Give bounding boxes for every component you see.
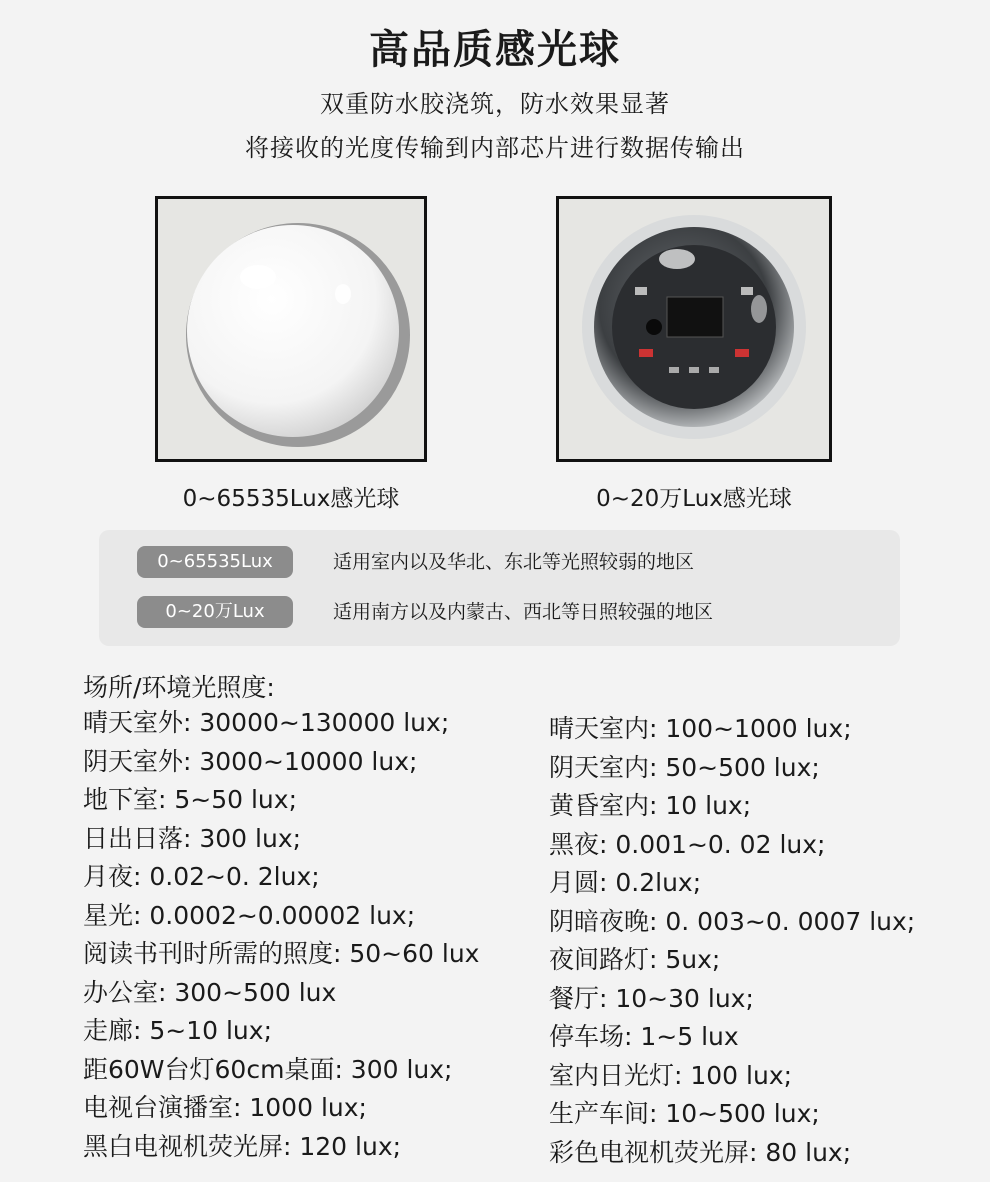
list-item: 阴天室内: 50~500 lux; bbox=[549, 752, 820, 782]
list-item: 阴天室外: 3000~10000 lux; bbox=[83, 746, 418, 776]
subtitle-waterproof: 双重防水胶浇筑，防水效果显著 bbox=[320, 90, 670, 118]
page-title: 高品质感光球 bbox=[369, 27, 621, 73]
list-item: 星光: 0.0002~0.00002 lux; bbox=[83, 900, 416, 930]
range-badge-20wan: 0~20万Lux bbox=[137, 596, 293, 628]
list-item: 黑白电视机荧光屏: 120 lux; bbox=[83, 1131, 402, 1161]
subtitle-transmission: 将接收的光度传输到内部芯片进行数据传输出 bbox=[245, 134, 745, 162]
list-item: 地下室: 5~50 lux; bbox=[83, 785, 297, 814]
list-item: 月夜: 0.02~0. 2lux; bbox=[83, 862, 320, 891]
list-item: 月圆: 0.2lux; bbox=[549, 868, 702, 897]
list-item: 晴天室外: 30000~130000 lux; bbox=[83, 708, 450, 737]
list-item: 彩色电视机荧光屏: 80 lux; bbox=[549, 1137, 852, 1167]
list-item: 走廊: 5~10 lux; bbox=[83, 1016, 272, 1045]
white-dome-icon bbox=[158, 199, 424, 459]
list-item: 室内日光灯: 100 lux; bbox=[549, 1060, 793, 1090]
illuminance-heading: 场所/环境光照度: bbox=[83, 673, 275, 702]
range-panel bbox=[99, 530, 900, 646]
list-item: 阴暗夜晚: 0. 003~0. 0007 lux; bbox=[549, 906, 916, 936]
range-desc-65535: 适用室内以及华北、东北等光照较弱的地区 bbox=[333, 551, 695, 573]
list-item: 夜间路灯: 5ux; bbox=[549, 945, 721, 974]
list-item: 办公室: 300~500 lux bbox=[83, 977, 337, 1007]
range-desc-20wan: 适用南方以及内蒙古、西北等日照较强的地区 bbox=[333, 601, 714, 623]
list-item: 黑夜: 0.001~0. 02 lux; bbox=[549, 829, 826, 859]
illuminance-list-right bbox=[549, 710, 915, 1172]
clear-sensor-photo bbox=[556, 196, 832, 462]
clear-dome-icon bbox=[559, 199, 829, 459]
list-item: 餐厅: 10~30 lux; bbox=[549, 983, 754, 1013]
caption-65535lux: 0~65535Lux感光球 bbox=[182, 486, 400, 512]
list-item: 黄昏室内: 10 lux; bbox=[549, 791, 752, 820]
range-badge-65535: 0~65535Lux bbox=[137, 546, 293, 578]
caption-20wanlux: 0~20万Lux感光球 bbox=[596, 486, 792, 512]
list-item: 晴天室内: 100~1000 lux; bbox=[549, 714, 852, 743]
list-item: 生产车间: 10~500 lux; bbox=[549, 1099, 820, 1128]
list-item: 电视台演播室: 1000 lux; bbox=[83, 1093, 367, 1122]
illuminance-list-left bbox=[83, 704, 479, 1166]
list-item: 阅读书刊时所需的照度: 50~60 lux bbox=[83, 939, 480, 968]
list-item: 日出日落: 300 lux; bbox=[83, 823, 302, 853]
white-sensor-photo bbox=[155, 196, 427, 462]
list-item: 距60W台灯60cm桌面: 300 lux; bbox=[83, 1054, 453, 1084]
list-item: 停车场: 1~5 lux bbox=[549, 1022, 739, 1051]
